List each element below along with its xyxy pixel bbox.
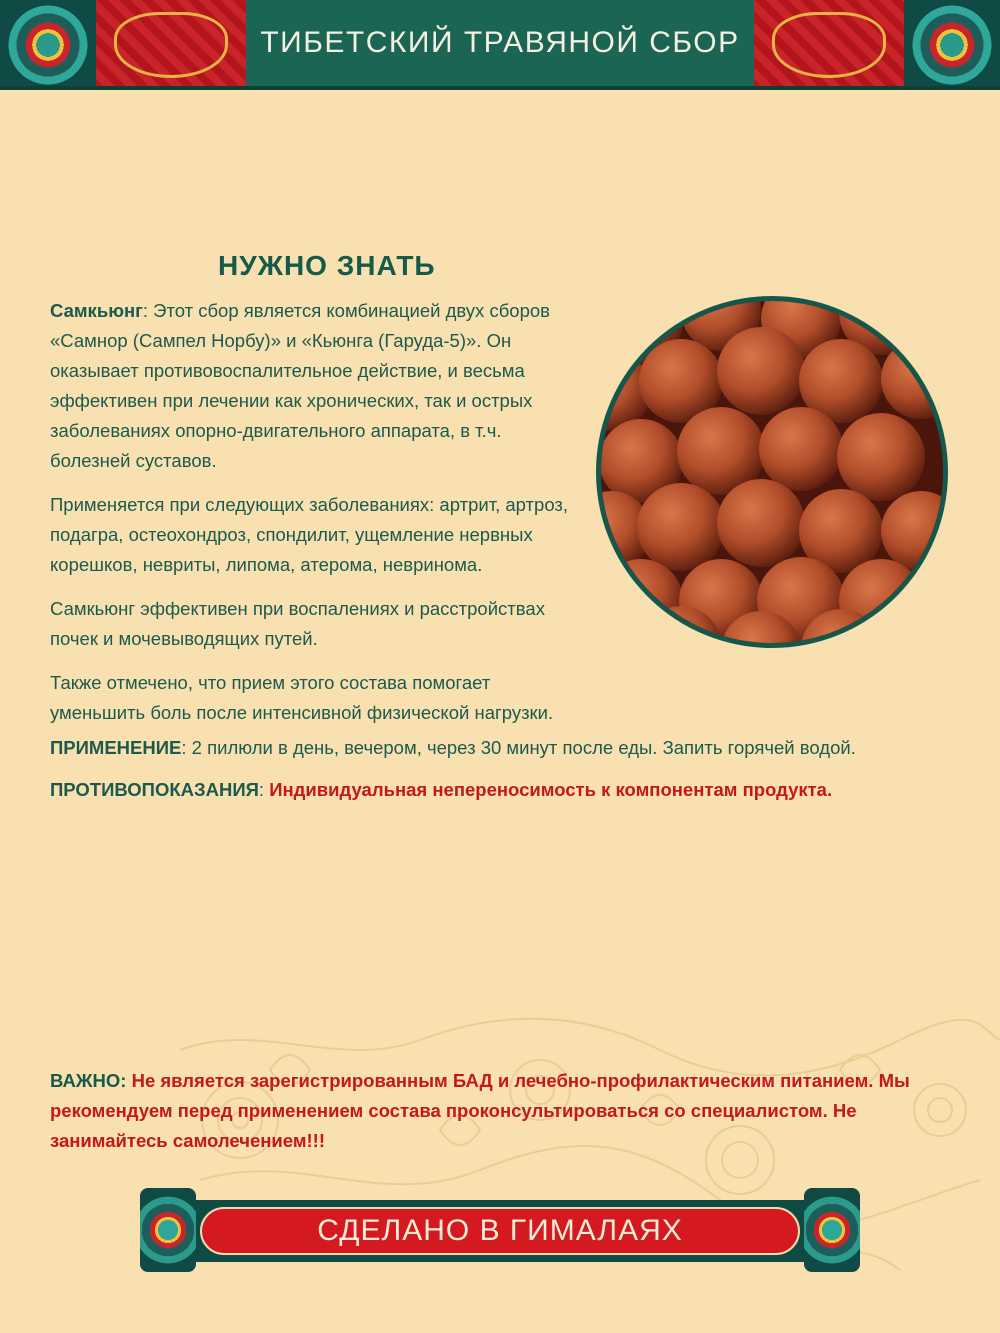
kidney-paragraph: Самкьюнг эффективен при воспалениях и расстройствах почек и мочевыводящих путей. bbox=[50, 598, 545, 649]
header-title-band bbox=[246, 0, 754, 86]
important-label: ВАЖНО bbox=[50, 1070, 121, 1091]
contraindications-label: ПРОТИВОПОКАЗАНИЯ bbox=[50, 779, 259, 800]
intro-text: : Этот сбор является комбинацией двух сборов «Самнор (Сампел Норбу)» и «Кьюнга (Гаруда-5)». Он оказывает противовоспалительное действие, и весьма эффективен при лечении как хронических, так и острых заболеваниях опорно-двигательного аппарата, в т.ч. болезней суставов. bbox=[50, 300, 550, 471]
footer-label: СДЕЛАНО В ГИМАЛАЯХ bbox=[317, 1214, 683, 1247]
ornament-icon bbox=[804, 1188, 860, 1272]
ornament-icon bbox=[904, 0, 1000, 90]
header-divider bbox=[0, 86, 1000, 90]
contraindications-text: Индивидуальная непереносимость к компонентам продукта. bbox=[269, 779, 833, 800]
intro-paragraph bbox=[50, 296, 570, 476]
usage-label: ПРИМЕНЕНИЕ bbox=[50, 737, 182, 758]
section-title: НУЖНО ЗНАТЬ bbox=[218, 250, 436, 281]
important-text: Не является зарегистрированным БАД и лечебно-профилактическим питанием. Мы рекомендуем перед применением состава проконсультироваться со специалистом. Не занимайтесь самолечением!!! bbox=[50, 1070, 910, 1151]
ornament-icon bbox=[0, 0, 96, 90]
product-name: Самкьюнг bbox=[50, 300, 143, 321]
description-column bbox=[50, 296, 570, 742]
ornament-icon bbox=[140, 1188, 196, 1272]
usage-text: : 2 пилюли в день, вечером, через 30 минут после еды. Запить горячей водой. bbox=[181, 737, 856, 758]
important-sep: : bbox=[120, 1070, 132, 1091]
header-banner bbox=[0, 0, 1000, 90]
important-notice bbox=[50, 1066, 955, 1156]
contraindications-sep: : bbox=[258, 779, 270, 800]
header-title: ТИБЕТСКИЙ ТРАВЯНОЙ СБОР bbox=[260, 26, 740, 59]
dragon-pattern-icon bbox=[96, 0, 246, 90]
contraindications-line bbox=[50, 775, 950, 805]
pills-image bbox=[601, 301, 943, 643]
footer-banner bbox=[200, 1207, 800, 1255]
floral-ornament-icon bbox=[180, 1010, 1000, 1333]
usage-line bbox=[50, 733, 950, 763]
indications-paragraph: Применяется при следующих заболеваниях: артрит, артроз, подагра, остеохондроз, спондилит, ущемление нервных корешков, невриты, липома, атерома, невринома. bbox=[50, 494, 569, 575]
pain-paragraph: Также отмечено, что прием этого состава помогает уменьшить боль после интенсивной физической нагрузки. bbox=[50, 672, 554, 723]
pills-photo bbox=[596, 296, 948, 648]
dragon-pattern-icon bbox=[754, 0, 904, 90]
